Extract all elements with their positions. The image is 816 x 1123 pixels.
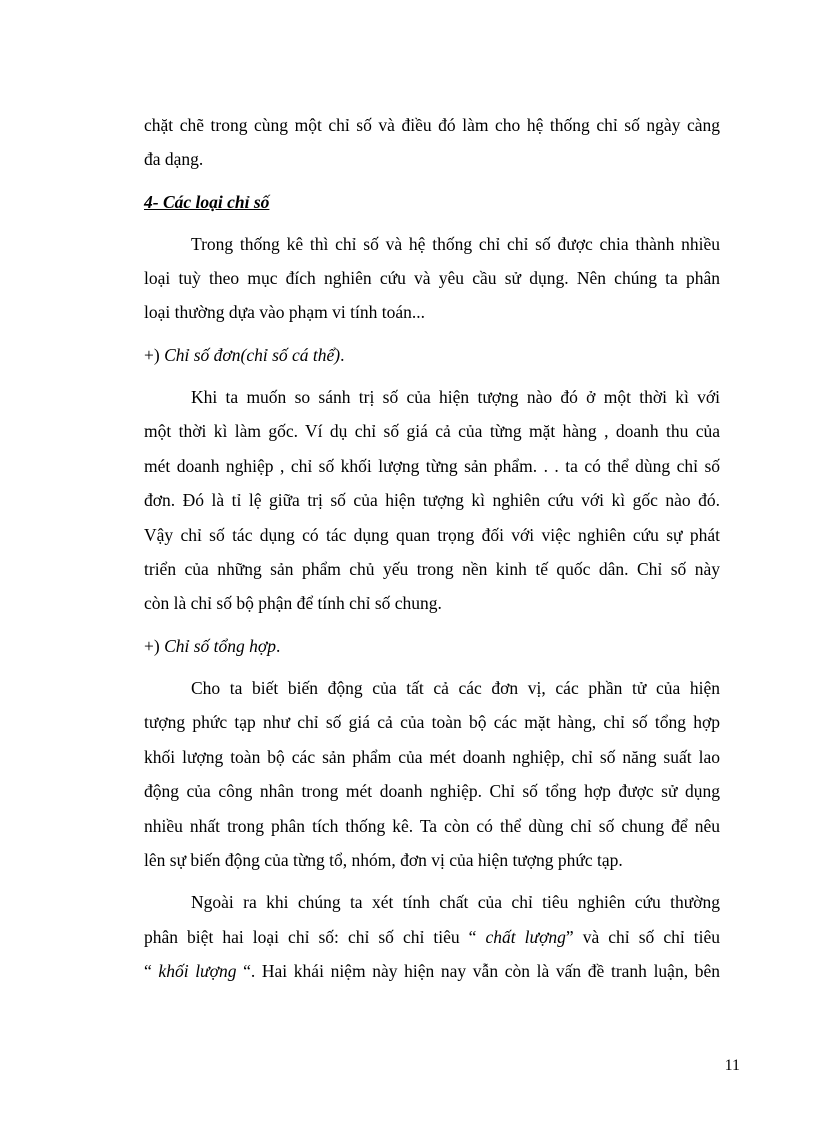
paragraph-5-line-2 [144, 925, 720, 949]
paragraph-1-line-2: đa dạng. [144, 149, 204, 169]
paragraph-3-line-1: Khi ta muốn so sánh trị số của hiện tượng nào đó ở một thời kì với [191, 387, 720, 407]
paragraph-3-line-3: mét doanh nghiệp , chỉ số khối lượng từng sản phẩm. . . ta có thể dùng chỉ số [144, 456, 720, 476]
paragraph-3-line-5: Vậy chỉ số tác dụng có tác dụng quan trọng đối với việc nghiên cứu sự phát [144, 525, 720, 545]
list-item-suffix: . [276, 636, 281, 656]
paragraph-4-line-2: tượng phức tạp như chỉ số giá cả của toàn bộ các mặt hàng, chỉ số tổng hợp [144, 712, 720, 732]
paragraph-2-line-3: loại thường dựa vào phạm vi tính toán... [144, 302, 425, 322]
paragraph-5-line-1: Ngoài ra khi chúng ta xét tính chất của chỉ tiêu nghiên cứu thường [191, 892, 720, 912]
paragraph-2-line-2: loại tuỳ theo mục đích nghiên cứu và yêu cầu sử dụng. Nên chúng ta phân [144, 268, 720, 288]
page-number: 11 [724, 1057, 740, 1074]
paragraph-4-line-3: khối lượng toàn bộ các sản phẩm của mét doanh nghiệp, chỉ số năng suất lao [144, 747, 720, 767]
paragraph-2-line-1: Trong thống kê thì chỉ số và hệ thống chỉ chỉ số được chia thành nhiều [191, 234, 720, 254]
paragraph-4-line-6: lên sự biến động của từng tổ, nhóm, đơn vị của hiện tượng phức tạp. [144, 850, 623, 870]
section-heading: 4- Các loại chỉ số [144, 192, 270, 212]
text-run: ” và chỉ số chỉ tiêu [565, 927, 720, 947]
paragraph-4-line-5: nhiều nhất trong phân tích thống kê. Ta còn có thể dùng chỉ số chung để nêu [144, 816, 720, 836]
text-run: phân biệt hai loại chỉ số: chỉ số chỉ tiêu “ [144, 927, 486, 947]
text-run: “. Hai khái niệm này hiện nay vẫn còn là vấn đề tranh luận, bên [236, 961, 720, 981]
paragraph-5-line-3 [144, 959, 720, 983]
paragraph-3-line-6: triển của những sản phẩm chủ yếu trong nền kinh tế quốc dân. Chỉ số này [144, 559, 720, 579]
list-item-single-index [144, 343, 720, 367]
paragraph-1-line-1: chặt chẽ trong cùng một chỉ số và điều đó làm cho hệ thống chỉ số ngày càng [144, 115, 720, 135]
paragraph-3-line-4: đơn. Đó là tỉ lệ giữa trị số của hiện tượng kì nghiên cứu với kì gốc nào đó. [144, 490, 720, 510]
list-item-title: Chỉ số đơn(chỉ số cá thể) [164, 345, 341, 365]
list-item-title: Chỉ số tổng hợp [164, 636, 276, 656]
paragraph-3-line-2: một thời kì làm gốc. Ví dụ chỉ số giá cả của từng mặt hàng , doanh thu của [144, 421, 720, 441]
list-item-prefix: +) [144, 636, 165, 656]
paragraph-4-line-1: Cho ta biết biến động của tất cả các đơn vị, các phần tử của hiện [191, 678, 720, 698]
quoted-term-quantity: khối lượng [158, 961, 237, 981]
list-item-composite-index [144, 634, 720, 658]
quoted-term-quality: chất lượng [485, 927, 566, 947]
paragraph-3-line-7: còn là chỉ số bộ phận để tính chỉ số chung. [144, 593, 442, 613]
list-item-prefix: +) [144, 345, 165, 365]
paragraph-4-line-4: động của công nhân trong mét doanh nghiệp. Chỉ số tổng hợp được sử dụng [144, 781, 720, 801]
list-item-suffix: . [340, 345, 345, 365]
text-run: “ [144, 961, 159, 981]
